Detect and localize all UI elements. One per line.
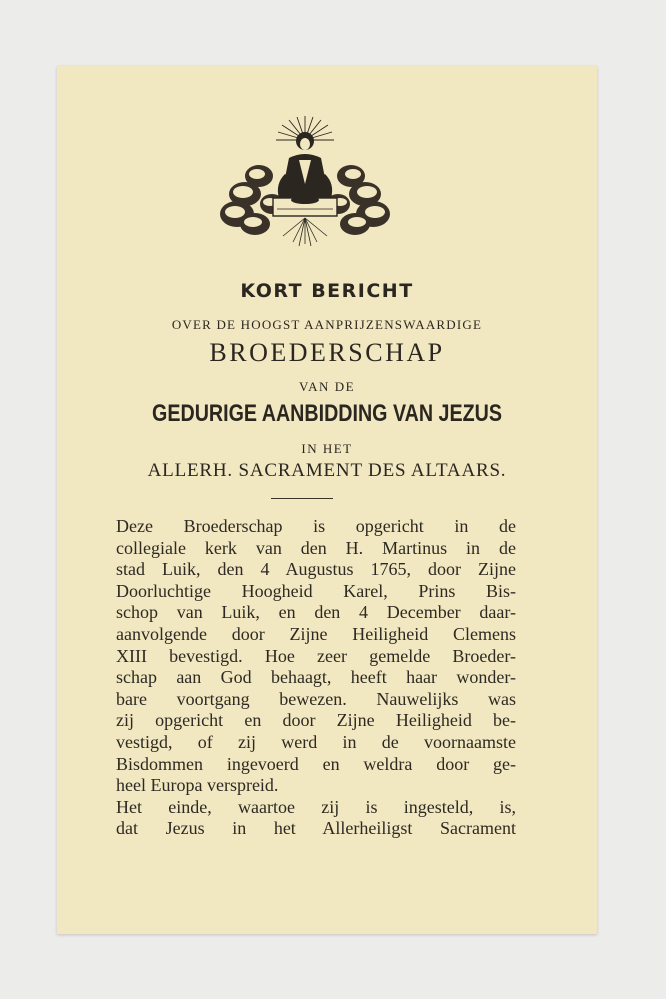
body-line: dat Jezus in het Allerheiligst Sacrament xyxy=(116,818,516,839)
prayer-card xyxy=(57,66,597,934)
title-sacrament: ALLERH. SACRAMENT DES ALTAARS. xyxy=(147,460,507,481)
body-line: vestigd, of zij werd in de voornaamste xyxy=(116,731,516,752)
title-gedurige-aanbidding: GEDURIGE AANBIDDING VAN JEZUS xyxy=(152,400,502,427)
title-van-de: VAN DE xyxy=(298,379,356,394)
body-line: schap aan God behaagt, heeft haar wonder- xyxy=(116,667,516,688)
body-line: schop van Luik, en den 4 December daar- xyxy=(116,602,516,623)
body-line: collegiale kerk van den H. Martinus in de xyxy=(116,537,516,558)
body-paragraph xyxy=(116,516,516,840)
body-line: Doorluchtige Hoogheid Karel, Prins Bis- xyxy=(116,580,516,601)
title-subline: OVER DE HOOGST AANPRIJZENSWAARDIGE xyxy=(171,317,483,332)
title-in-het: IN HET xyxy=(301,441,353,456)
title-kort-bericht: KORT BERICHT xyxy=(240,280,414,302)
body-line: heel Europa verspreid. xyxy=(116,775,279,796)
divider-rule xyxy=(271,498,333,499)
body-line: bare voortgang bewezen. Nauwelijks was xyxy=(116,688,516,709)
body-line: XIII bevestigd. Hoe zeer gemelde Broeder- xyxy=(116,645,516,666)
body-line: Bisdommen ingevoerd en weldra door ge- xyxy=(116,753,516,774)
body-line: Deze Broederschap is opgericht in de xyxy=(116,516,516,536)
title-broederschap: BROEDERSCHAP xyxy=(209,338,445,367)
body-line: aanvolgende door Zijne Heiligheid Clemens xyxy=(116,623,516,644)
body-line: Het einde, waartoe zij is ingesteld, is, xyxy=(116,796,516,817)
body-line: stad Luik, den 4 Augustus 1765, door Zijne xyxy=(116,559,516,580)
body-line: zij opgericht en door Zijne Heiligheid be- xyxy=(116,710,516,731)
christ-with-chalice-on-clouds-icon xyxy=(217,114,393,264)
